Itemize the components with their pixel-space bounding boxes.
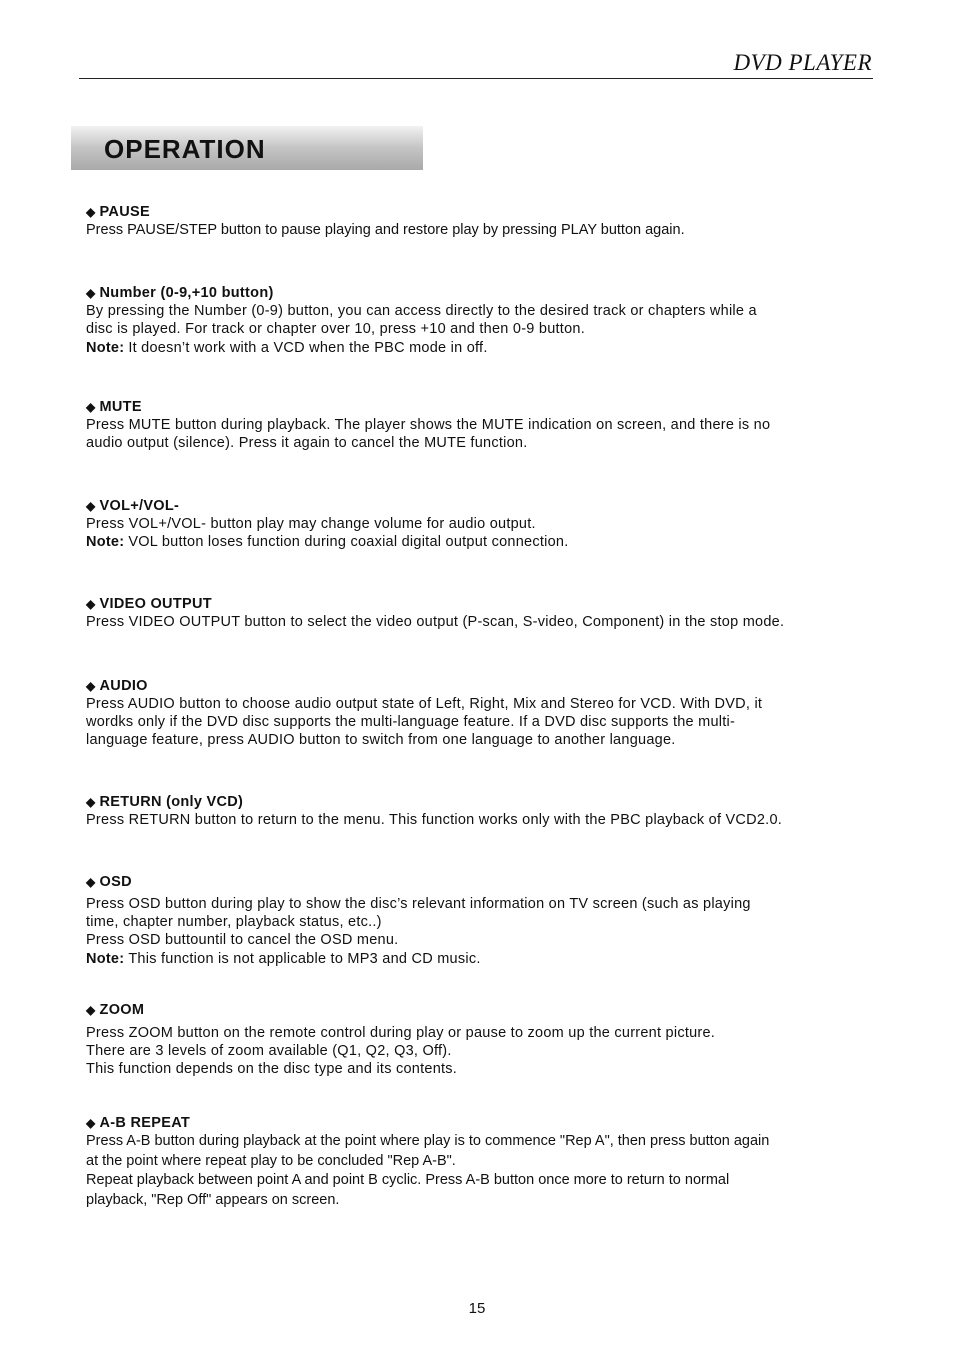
topic-line: Press RETURN button to return to the menu. This function works only with the PBC playback of VCD2.0. — [86, 812, 783, 828]
note-text: This function is not applicable to MP3 and CD music. — [128, 951, 481, 967]
header-title: DVD PLAYER — [733, 50, 872, 75]
topic-number — [86, 284, 886, 357]
topic-note — [86, 950, 886, 968]
topic-heading: OSD — [99, 874, 132, 890]
topic-line: Press VIDEO OUTPUT button to select the video output (P-scan, S-video, Component) in the stop mode. — [86, 614, 785, 630]
diamond-icon: ◆ — [86, 597, 96, 611]
topic-note — [86, 533, 886, 551]
topic-heading: MUTE — [99, 399, 142, 415]
topic-video-output — [86, 595, 886, 631]
topic-zoom — [86, 1001, 886, 1078]
topic-line: Press OSD button during play to show the disc’s relevant information on TV screen (such as playing — [86, 896, 751, 912]
diamond-icon: ◆ — [86, 499, 96, 513]
topic-heading: A-B REPEAT — [99, 1115, 191, 1131]
note-label: Note: — [86, 534, 125, 550]
diamond-icon: ◆ — [86, 286, 96, 300]
topic-line: By pressing the Number (0-9) button, you can access directly to the desired track or chapters while a — [86, 303, 757, 319]
topic-line: Press ZOOM button on the remote control during play or pause to zoom up the current picture. — [86, 1025, 716, 1041]
topic-line: Press VOL+/VOL- button play may change volume for audio output. — [86, 516, 536, 532]
note-label: Note: — [86, 340, 125, 356]
topic-ab-repeat — [86, 1114, 886, 1210]
topic-osd — [86, 873, 886, 968]
topic-line: time, chapter number, playback status, etc..) — [86, 914, 382, 930]
topic-line: language feature, press AUDIO button to switch from one language to another language. — [86, 732, 676, 748]
topic-line: audio output (silence). Press it again to cancel the MUTE function. — [86, 435, 528, 451]
topic-line: Press A-B button during playback at the point where play is to commence "Rep A", then press button again — [86, 1133, 770, 1149]
topic-heading: VIDEO OUTPUT — [99, 596, 212, 612]
topic-line: Press PAUSE/STEP button to pause playing and restore play by pressing PLAY button again. — [86, 222, 685, 238]
diamond-icon: ◆ — [86, 679, 96, 693]
topic-line: at the point where repeat play to be concluded "Rep A-B". — [86, 1152, 456, 1169]
topic-line: playback, "Rep Off" appears on screen. — [86, 1191, 340, 1208]
topic-heading: ZOOM — [99, 1002, 145, 1018]
topic-return — [86, 793, 886, 829]
topic-mute — [86, 398, 886, 452]
topic-line: disc is played. For track or chapter over 10, press +10 and then 0-9 button. — [86, 321, 585, 337]
topic-line: Press AUDIO button to choose audio output state of Left, Right, Mix and Stereo for VCD. With DVD, it — [86, 696, 763, 712]
diamond-icon: ◆ — [86, 875, 96, 889]
diamond-icon: ◆ — [86, 400, 96, 414]
section-banner — [71, 126, 423, 170]
diamond-icon: ◆ — [86, 205, 96, 219]
topic-pause — [86, 203, 886, 241]
topic-line: wordks only if the DVD disc supports the multi-language feature. If a DVD disc supports the multi- — [86, 714, 736, 730]
topic-line: Repeat playback between point A and point B cyclic. Press A-B button once more to return to normal — [86, 1172, 730, 1188]
topic-vol — [86, 497, 886, 551]
diamond-icon: ◆ — [86, 1003, 96, 1017]
section-title: OPERATION — [104, 134, 266, 164]
topic-note — [86, 339, 886, 357]
topic-line: This function depends on the disc type and its contents. — [86, 1061, 458, 1077]
topic-line: Press MUTE button during playback. The player shows the MUTE indication on screen, and there is no — [86, 417, 771, 433]
topic-line: There are 3 levels of zoom available (Q1, Q2, Q3, Off). — [86, 1043, 452, 1059]
topic-heading: Number (0-9,+10 button) — [99, 285, 274, 301]
note-text: It doesn’t work with a VCD when the PBC mode in off. — [128, 340, 488, 356]
topic-heading: PAUSE — [99, 204, 150, 220]
topic-audio — [86, 677, 886, 749]
topic-heading: RETURN (only VCD) — [99, 794, 244, 810]
topic-line: Press OSD buttountil to cancel the OSD menu. — [86, 932, 399, 948]
diamond-icon: ◆ — [86, 1116, 96, 1130]
topic-heading: AUDIO — [99, 678, 148, 694]
page-number: 15 — [468, 1300, 486, 1317]
note-label: Note: — [86, 951, 125, 967]
header-rule — [79, 78, 873, 79]
topic-heading: VOL+/VOL- — [99, 498, 180, 514]
note-text: VOL button loses function during coaxial digital output connection. — [128, 534, 569, 550]
diamond-icon: ◆ — [86, 795, 96, 809]
